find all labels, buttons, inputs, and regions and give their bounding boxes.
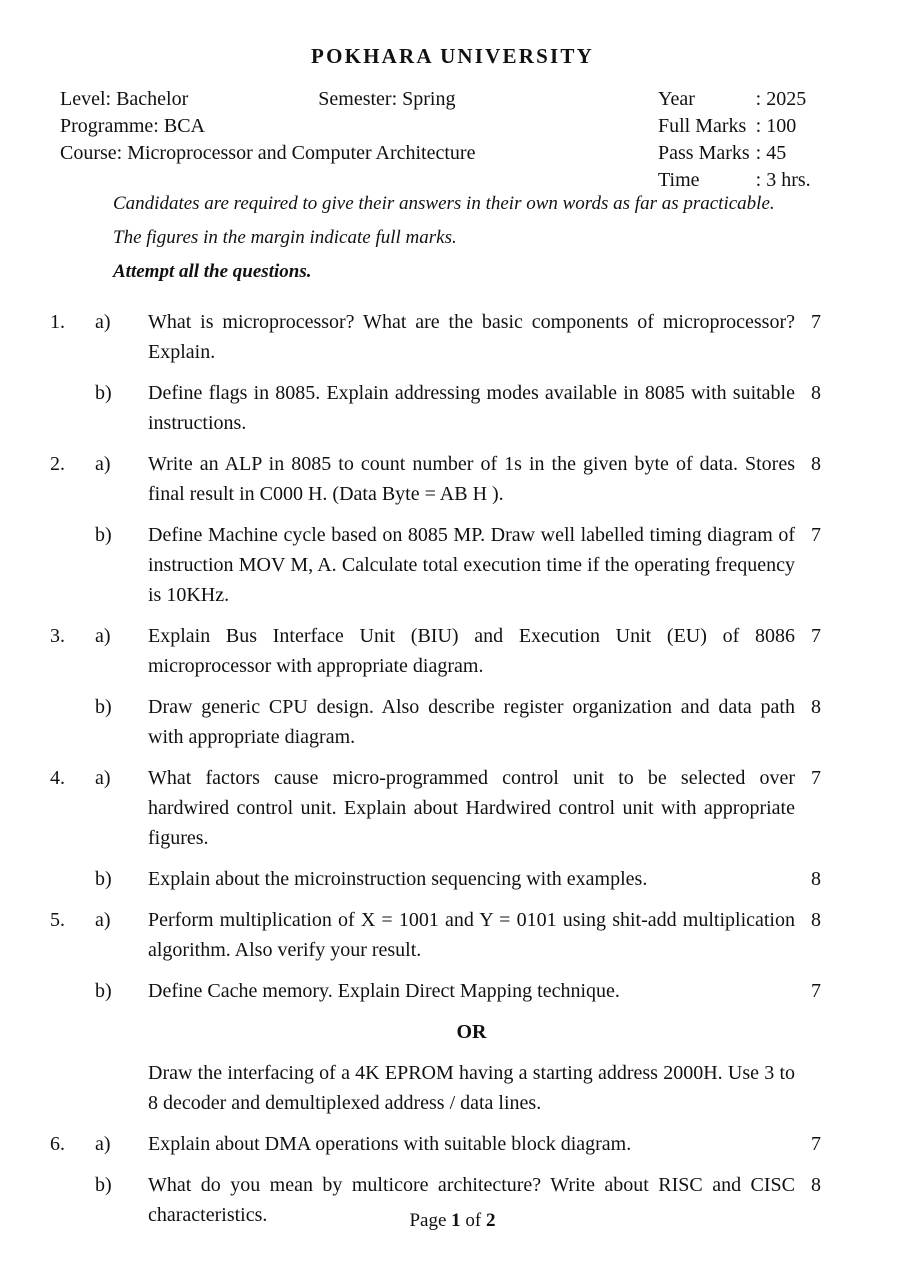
instruction-line-2: The figures in the margin indicate full marks. (113, 227, 457, 249)
question-letter: a) (95, 767, 111, 790)
question-letter: a) (95, 311, 111, 334)
year-value: 2025 (766, 88, 807, 111)
page-title: POKHARA UNIVERSITY (311, 44, 594, 68)
header-row-level (60, 86, 660, 113)
or-question-text: Draw the interfacing of a 4K EPROM having a starting address 2000H. Use 3 to 8 decoder and demultiplexed address / data lines. (148, 1062, 795, 1115)
question-marks: 7 (811, 767, 821, 790)
question-text: What do you mean by multicore architecture? Write about RISC and CISC characteristics. (148, 1174, 795, 1227)
question-text: What factors cause micro-programmed control unit to be selected over hardwired control unit. Explain about Hardwired control unit with appropriate figures. (148, 767, 795, 850)
or-label: OR (456, 1021, 487, 1044)
question-letter: b) (95, 382, 112, 405)
question-row (0, 307, 905, 367)
exam-header-meta (0, 86, 905, 192)
question-letter: b) (95, 980, 112, 1003)
header-right-row-full-marks (658, 113, 811, 140)
time-label: Time (658, 169, 700, 192)
questions-list (0, 307, 905, 1230)
question-marks: 8 (811, 453, 821, 476)
question-marks: 8 (811, 1174, 821, 1197)
question-letter: a) (95, 625, 111, 648)
question-row (0, 378, 905, 438)
question-number: 4. (50, 767, 65, 790)
question-letter: a) (95, 909, 111, 932)
question-number: 5. (50, 909, 65, 932)
header-row-programme (60, 113, 660, 140)
or-alternative-question-row (0, 1058, 905, 1118)
question-number: 2. (50, 453, 65, 476)
time-value: 3 hrs. (766, 169, 811, 192)
question-text: Write an ALP in 8085 to count number of 1s in the given byte of data. Stores final result in C000 H. (Data Byte = AB H ). (148, 453, 795, 506)
course-label: Course: Microprocessor and Computer Architecture (60, 142, 476, 165)
question-row (0, 520, 905, 610)
question-row (0, 692, 905, 752)
time-colon: : (755, 169, 762, 192)
footer-current-page: 1 (451, 1210, 461, 1231)
programme-label: Programme: BCA (60, 115, 205, 138)
year-label: Year (658, 88, 695, 111)
full-marks-colon: : (755, 115, 762, 138)
header-left-column (60, 86, 660, 167)
question-row (0, 905, 905, 965)
question-letter: b) (95, 1174, 112, 1197)
question-marks: 7 (811, 625, 821, 648)
header-row-course (60, 140, 660, 167)
question-marks: 8 (811, 382, 821, 405)
question-text: Draw generic CPU design. Also describe register organization and data path with appropriate diagram. (148, 696, 795, 749)
question-marks: 8 (811, 696, 821, 719)
question-text: Explain Bus Interface Unit (BIU) and Execution Unit (EU) of 8086 microprocessor with appropriate diagram. (148, 625, 795, 678)
question-letter: b) (95, 524, 112, 547)
semester-label: Semester: Spring (318, 88, 456, 111)
question-text: Define flags in 8085. Explain addressing modes available in 8085 with suitable instructions. (148, 382, 795, 435)
question-text: Define Machine cycle based on 8085 MP. Draw well labelled timing diagram of instruction MOV M, A. Calculate total execution time if the operating frequency is 10KHz. (148, 524, 795, 607)
question-marks: 8 (811, 868, 821, 891)
question-number: 6. (50, 1133, 65, 1156)
question-text: Perform multiplication of X = 1001 and Y = 0101 using shit-add multiplication algorithm. Also verify your result. (148, 909, 795, 962)
question-row (0, 763, 905, 853)
header-right-row-time (658, 167, 811, 194)
instruction-line-1: Candidates are required to give their answers in their own words as far as practicable. (113, 193, 775, 215)
footer-total-pages: 2 (486, 1210, 496, 1231)
level-label: Level: Bachelor (60, 88, 189, 111)
question-letter: b) (95, 868, 112, 891)
question-marks: 7 (811, 311, 821, 334)
question-number: 1. (50, 311, 65, 334)
pass-marks-value: 45 (766, 142, 787, 165)
question-letter: b) (95, 696, 112, 719)
question-marks: 7 (811, 1133, 821, 1156)
page-footer (0, 1210, 905, 1232)
question-text: Define Cache memory. Explain Direct Mapping technique. (148, 980, 620, 1003)
question-marks: 7 (811, 980, 821, 1003)
header-right-row-pass-marks (658, 140, 811, 167)
question-row (0, 449, 905, 509)
or-block (0, 1017, 905, 1047)
question-row (0, 864, 905, 894)
instruction-line-3: Attempt all the questions. (113, 261, 312, 283)
question-marks: 8 (811, 909, 821, 932)
question-letter: a) (95, 1133, 111, 1156)
year-colon: : (755, 88, 762, 111)
full-marks-label: Full Marks (658, 115, 747, 138)
question-letter: a) (95, 453, 111, 476)
pass-marks-label: Pass Marks (658, 142, 750, 165)
question-text: Explain about the microinstruction sequencing with examples. (148, 868, 648, 891)
header-right-row-year (658, 86, 811, 113)
pass-marks-colon: : (755, 142, 762, 165)
header-right-column (658, 86, 811, 194)
footer-page-middle: of (460, 1210, 486, 1231)
question-row (0, 976, 905, 1006)
question-number: 3. (50, 625, 65, 648)
question-row (0, 1129, 905, 1159)
question-text: Explain about DMA operations with suitable block diagram. (148, 1133, 632, 1156)
full-marks-value: 100 (766, 115, 797, 138)
question-row (0, 621, 905, 681)
question-text: What is microprocessor? What are the basic components of microprocessor? Explain. (148, 311, 795, 364)
instructions-block (0, 191, 905, 285)
header-right-table (658, 86, 811, 194)
question-marks: 7 (811, 524, 821, 547)
footer-page-prefix: Page (409, 1210, 452, 1231)
